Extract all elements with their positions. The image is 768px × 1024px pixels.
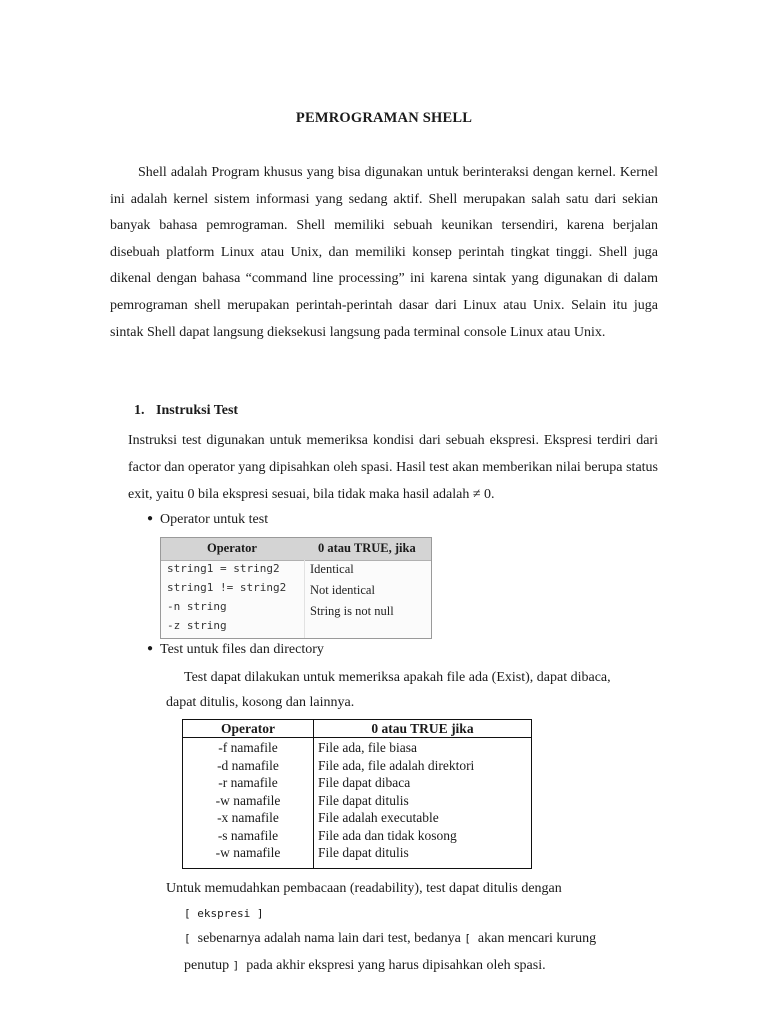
result-cell: File dapat ditulis xyxy=(318,792,409,808)
table-header-row xyxy=(183,720,532,738)
section-paragraph: Instruksi test digunakan untuk memeriksa kondisi dari sebuah ekspresi. Ekspresi terdiri dari factor dan operator yang dipisahkan oleh spasi. Hasil test akan memberikan nilai berupa status exit, yaitu 0 bila ekspresi sesuai, bila tidak maka hasil adalah ≠ 0. xyxy=(128,433,658,502)
result-cell: File dapat ditulis xyxy=(318,845,409,860)
bullet-icon: ● xyxy=(147,643,154,654)
bracket-note-line-1 xyxy=(184,925,596,952)
bullet-icon: ● xyxy=(147,513,154,524)
operator-column xyxy=(183,738,314,869)
operator-cell: -x namafile xyxy=(217,810,279,825)
result-column xyxy=(314,738,532,869)
open-bracket: [ xyxy=(464,932,471,945)
intro-paragraph: Shell adalah Program khusus yang bisa digunakan untuk berinteraksi dengan kernel. Kernel ini adalah kernel sistem informasi yang sedang aktif. Shell merupakan salah satu dari sekian banyak bahasa pemrograman. Shell memiliki sebuah keunikan tersendiri, karena berjalan disebuah platform Linux atau Unix, dan memiliki konsep perintah tingkat tinggi. Shell juga dikenal dengan bahasa “command line processing” ini karena sintak yang digunakan di dalam pemrograman shell merupakan perintah-perintah dasar dari Linux atau Unix. Selain itu juga sintak Shell dapat langsung dieksekusi langsung pada terminal console Linux atau Unix. xyxy=(110,165,658,340)
page-title: PEMROGRAMAN SHELL xyxy=(295,110,473,126)
result-cell: File adalah executable xyxy=(318,810,439,825)
section-heading xyxy=(134,403,238,419)
bullet-label: Test untuk files dan directory xyxy=(160,642,324,657)
header-operator: Operator xyxy=(207,541,257,555)
file-operator-table xyxy=(182,719,532,869)
string-operator-table xyxy=(160,537,432,639)
files-text-line-2: dapat ditulis, kosong dan lainnya. xyxy=(166,695,355,710)
section-number: 1. xyxy=(134,403,145,418)
open-bracket: [ xyxy=(184,932,191,945)
operator-cell: -w namafile xyxy=(215,845,281,860)
result-cell: File ada, file biasa xyxy=(318,740,417,755)
result-cell: File dapat dibaca xyxy=(318,775,411,790)
operator-cell: string1 != string2 xyxy=(167,581,287,594)
note-text: sebenarnya adalah nama lain dari test, bedanya xyxy=(197,931,461,946)
header-result: 0 atau TRUE jika xyxy=(314,720,532,738)
note-text: akan mencari kurung xyxy=(477,931,597,946)
syntax-example: [ ekspresi ] xyxy=(184,907,264,920)
result-cell: File ada, file adalah direktori xyxy=(318,757,475,773)
operator-cell: -f namafile xyxy=(218,740,278,755)
note-text: penutup xyxy=(184,958,230,973)
result-cell: Identical xyxy=(310,562,354,576)
result-cell: String is not null xyxy=(310,604,394,618)
result-cell: Not identical xyxy=(310,583,375,597)
operator-cell: string1 = string2 xyxy=(167,562,280,575)
operator-cell: -z string xyxy=(167,619,227,632)
operator-cell: -s namafile xyxy=(217,827,279,843)
bullet-label: Operator untuk test xyxy=(160,512,269,527)
readability-text: Untuk memudahkan pembacaan (readability), test dapat ditulis dengan xyxy=(166,881,562,896)
files-text-line-1: Test dapat dilakukan untuk memeriksa apakah file ada (Exist), dapat dibaca, xyxy=(184,670,611,685)
operator-cell: -d namafile xyxy=(217,757,279,773)
table-header xyxy=(161,538,431,561)
column-divider xyxy=(304,560,305,638)
close-bracket: ] xyxy=(232,959,240,972)
note-text: pada akhir ekspresi yang harus dipisahkan oleh spasi. xyxy=(246,958,546,973)
operator-cell: -r namafile xyxy=(218,775,278,790)
result-cell: File ada dan tidak kosong xyxy=(318,827,457,843)
operator-cell: -n string xyxy=(167,600,227,613)
table-row xyxy=(183,738,532,869)
section-title: Instruksi Test xyxy=(156,403,239,418)
bullet-files-test xyxy=(147,642,324,658)
header-operator: Operator xyxy=(183,720,314,738)
bracket-note-line-2 xyxy=(184,952,546,979)
header-result: 0 atau TRUE, jika xyxy=(318,541,416,555)
operator-cell: -w namafile xyxy=(215,792,281,808)
bullet-operator-test xyxy=(147,512,268,528)
